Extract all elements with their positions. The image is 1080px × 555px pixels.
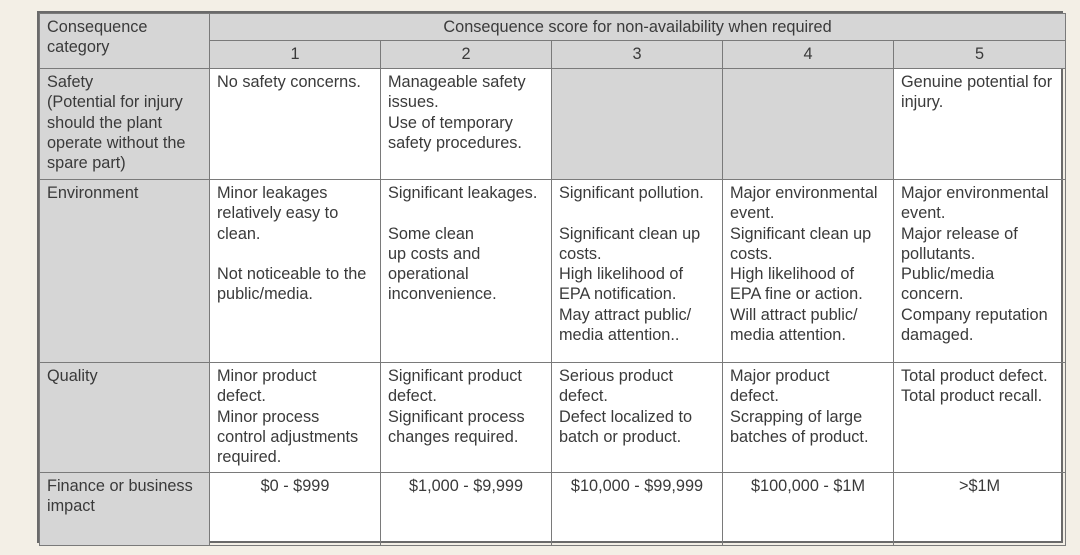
score-3-header: 3	[552, 41, 723, 69]
quality-score-1: Minor product defect. Minor process control adjustments required.	[210, 363, 381, 473]
safety-score-4	[723, 69, 894, 180]
consequence-table-frame	[37, 11, 1063, 543]
quality-score-3: Serious product defect. Defect localized to batch or product.	[552, 363, 723, 473]
environment-score-1: Minor leakages relatively easy to clean. Not noticeable to the public/media.	[210, 180, 381, 363]
consequence-category-header: Consequence category	[40, 14, 210, 69]
safety-score-3	[552, 69, 723, 180]
table-row-quality	[40, 363, 1066, 473]
category-environment: Environment	[40, 180, 210, 363]
score-5-header: 5	[894, 41, 1066, 69]
consequence-score-table	[39, 13, 1066, 546]
finance-score-5: >$1M	[894, 473, 1066, 546]
table-row-safety	[40, 69, 1066, 180]
finance-score-4: $100,000 - $1M	[723, 473, 894, 546]
quality-score-5: Total product defect. Total product recall.	[894, 363, 1066, 473]
finance-score-3: $10,000 - $99,999	[552, 473, 723, 546]
safety-score-5: Genuine potential for injury.	[894, 69, 1066, 180]
category-safety: Safety (Potential for injury should the plant operate without the spare part)	[40, 69, 210, 180]
safety-score-1: No safety concerns.	[210, 69, 381, 180]
quality-score-2: Significant product defect. Significant process changes required.	[381, 363, 552, 473]
header-row	[40, 14, 1066, 41]
environment-score-2: Significant leakages. Some clean up costs and operational inconvenience.	[381, 180, 552, 363]
score-2-header: 2	[381, 41, 552, 69]
score-1-header: 1	[210, 41, 381, 69]
score-4-header: 4	[723, 41, 894, 69]
table-row-environment	[40, 180, 1066, 363]
quality-score-4: Major product defect. Scrapping of large batches of product.	[723, 363, 894, 473]
safety-score-2: Manageable safety issues. Use of temporary safety procedures.	[381, 69, 552, 180]
category-quality: Quality	[40, 363, 210, 473]
category-finance: Finance or business impact	[40, 473, 210, 546]
environment-score-5: Major environmental event. Major release of pollutants. Public/media concern. Company reputation damaged.	[894, 180, 1066, 363]
table-row-finance	[40, 473, 1066, 546]
environment-score-4: Major environmental event. Significant clean up costs. High likelihood of EPA fine or action. Will attract public/ media attention.	[723, 180, 894, 363]
finance-score-2: $1,000 - $9,999	[381, 473, 552, 546]
environment-score-3: Significant pollution. Significant clean up costs. High likelihood of EPA notification. May attract public/ media attention..	[552, 180, 723, 363]
finance-score-1: $0 - $999	[210, 473, 381, 546]
consequence-score-title: Consequence score for non-availability when required	[210, 14, 1066, 41]
